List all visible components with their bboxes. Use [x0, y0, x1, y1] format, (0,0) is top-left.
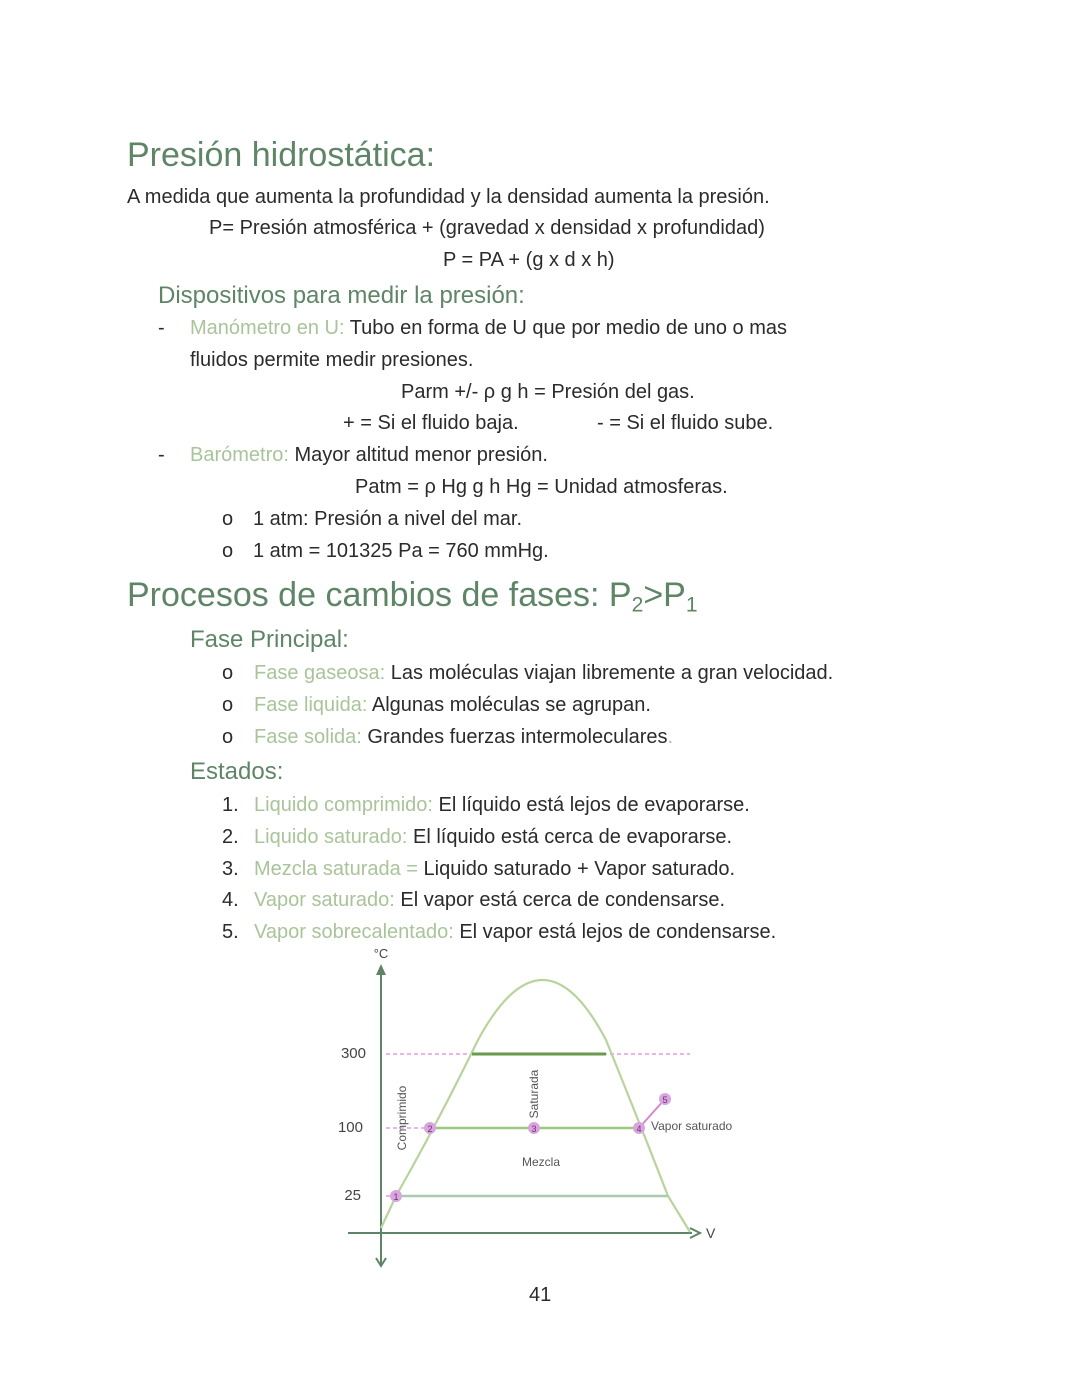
phases-title-sub1: 1 — [685, 593, 698, 617]
formula-symbols: P = PA + (g x d x h) — [443, 249, 615, 271]
phases-title-sub2: 2 — [631, 593, 644, 617]
label-saturada: Saturada — [527, 1069, 541, 1119]
phases-title-main: Procesos de cambios de fases: P — [127, 576, 632, 614]
x-axis-label: V — [706, 1225, 716, 1241]
bullet-o: o — [222, 540, 234, 562]
manometer-minus: - = Si el fluido sube. — [597, 412, 774, 434]
state-desc: El vapor está lejos de condensarse. — [453, 921, 777, 943]
state-number: 2. — [222, 826, 239, 848]
phase-term: Fase liquida: — [254, 694, 368, 716]
point-4-label: 4 — [636, 1124, 642, 1134]
state-desc: Liquido saturado + Vapor saturado. — [417, 858, 736, 880]
list-dash: - — [158, 444, 165, 466]
state-number: 5. — [222, 921, 239, 943]
state-desc: El líquido está lejos de evaporarse. — [432, 794, 750, 816]
states-heading: Estados: — [190, 758, 284, 785]
manometer-plus: + = Si el fluido baja. — [343, 412, 519, 434]
state-term: Vapor saturado: — [254, 889, 395, 911]
manometer-desc: Tubo en forma de U que por medio de uno o mas — [344, 317, 788, 339]
state-term: Liquido comprimido: — [254, 794, 433, 816]
phase-term: Fase solida: — [254, 726, 362, 748]
point-5-label: 5 — [662, 1095, 668, 1105]
state-number: 3. — [222, 858, 239, 880]
phase-tail: . — [667, 726, 674, 748]
devices-heading: Dispositivos para medir la presión: — [158, 282, 525, 309]
label-mezcla: Mezcla — [521, 1155, 561, 1169]
y-axis-label: °C — [373, 946, 389, 961]
manometer-term: Manómetro en U: — [190, 317, 345, 339]
phase-term: Fase gaseosa: — [254, 662, 386, 684]
phase-desc: Algunas moléculas se agrupan. — [367, 694, 651, 716]
y-tick-100: 100 — [337, 1119, 363, 1136]
point-3-label: 3 — [531, 1124, 537, 1134]
point-1-label: 1 — [393, 1192, 399, 1202]
state-desc: El vapor está cerca de condensarse. — [394, 889, 726, 911]
bullet-o: o — [222, 726, 234, 748]
list-dash: - — [158, 317, 165, 339]
bullet-o: o — [222, 508, 234, 530]
bullet-o: o — [222, 694, 234, 716]
label-comprimido: Comprimido — [395, 1085, 409, 1151]
phases-title-gt: >P — [643, 576, 686, 614]
y-axis-arrow — [376, 964, 386, 975]
principal-heading: Fase Principal: — [190, 626, 349, 653]
state-term: Mezcla saturada = — [254, 858, 418, 880]
y-tick-25: 25 — [344, 1187, 361, 1204]
label-vapor-saturado: Vapor saturado — [651, 1119, 733, 1133]
state-number: 1. — [222, 794, 239, 816]
barometer-term: Barómetro: — [190, 444, 289, 466]
phase-desc: Grandes fuerzas intermoleculares — [361, 726, 668, 748]
page-number: 41 — [529, 1284, 552, 1306]
state-desc: El líquido está cerca de evaporarse. — [407, 826, 733, 848]
manometer-formula: Parm +/- ρ g h = Presión del gas. — [401, 381, 695, 403]
state-term: Liquido saturado: — [254, 826, 408, 848]
state-number: 4. — [222, 889, 239, 911]
page-title: Presión hidrostática: — [127, 136, 436, 174]
y-tick-300: 300 — [340, 1045, 366, 1062]
barometer-formula: Patm = ρ Hg g h Hg = Unidad atmosferas. — [355, 476, 728, 498]
phase-desc: Las moléculas viajan libremente a gran velocidad. — [385, 662, 834, 684]
state-term: Vapor sobrecalentado: — [254, 921, 454, 943]
intro-text: A medida que aumenta la profundidad y la densidad aumenta la presión. — [127, 186, 770, 208]
manometer-desc-2: fluidos permite medir presiones. — [190, 349, 474, 371]
barometer-desc: Mayor altitud menor presión. — [288, 444, 548, 466]
formula-words: P= Presión atmosférica + (gravedad x densidad x profundidad) — [209, 217, 765, 239]
bullet-o: o — [222, 662, 234, 684]
atm-fact-1: 1 atm: Presión a nivel del mar. — [253, 508, 523, 530]
point-2-label: 2 — [427, 1124, 433, 1134]
atm-fact-2: 1 atm = 101325 Pa = 760 mmHg. — [253, 540, 549, 562]
